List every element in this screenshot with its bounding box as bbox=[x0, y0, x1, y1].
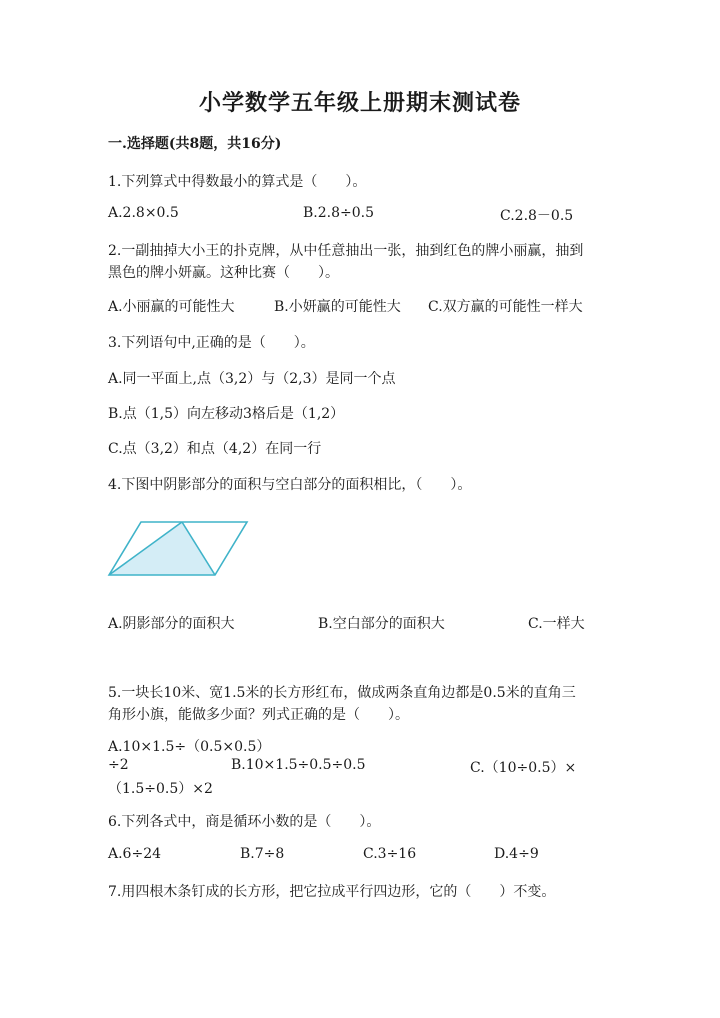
question-2-option-c: C.双方赢的可能性一样大 bbox=[428, 299, 583, 315]
question-5-option-b: B.10×1.5÷0.5÷0.5 bbox=[231, 757, 366, 773]
question-2-option-a: A.小丽赢的可能性大 bbox=[108, 299, 235, 315]
question-2-stem-line1: 2.一副抽掉大小王的扑克牌，从中任意抽出一张，抽到红色的牌小丽赢，抽到 bbox=[108, 243, 584, 259]
question-5-stem-line1: 5.一块长10米、宽1.5米的长方形红布，做成两条直角边都是0.5米的直角三 bbox=[108, 685, 576, 701]
question-2-stem-line2: 黑色的牌小妍赢。这种比赛（ ）。 bbox=[108, 265, 339, 281]
question-5-stem-line2: 角形小旗，能做多少面？列式正确的是（ ）。 bbox=[108, 707, 409, 723]
section-heading: 一.选择题(共8题，共16分) bbox=[108, 136, 282, 152]
question-1-option-b: B.2.8÷0.5 bbox=[303, 205, 374, 221]
question-2-option-b: B.小妍赢的可能性大 bbox=[274, 299, 401, 315]
question-3-option-a: A.同一平面上,点（3,2）与（2,3）是同一个点 bbox=[108, 371, 396, 387]
question-4-option-b: B.空白部分的面积大 bbox=[318, 616, 445, 632]
question-1-stem: 1.下列算式中得数最小的算式是（ ）。 bbox=[108, 174, 367, 190]
question-5-option-c-line1: C.（10÷0.5）× bbox=[470, 760, 577, 776]
question-5-option-a-line1: A.10×1.5÷（0.5×0.5） bbox=[108, 739, 271, 755]
question-3-stem: 3.下列语句中,正确的是（ ）。 bbox=[108, 335, 315, 351]
question-1-option-c: C.2.8－0.5 bbox=[500, 208, 574, 224]
parallelogram-figure bbox=[100, 512, 260, 582]
question-4-stem: 4.下图中阴影部分的面积与空白部分的面积相比，（ ）。 bbox=[108, 477, 472, 493]
question-1-option-a: A.2.8×0.5 bbox=[108, 205, 179, 221]
question-6-option-c: C.3÷16 bbox=[363, 846, 417, 862]
question-6-option-d: D.4÷9 bbox=[494, 846, 539, 862]
question-5-option-c-line2: （1.5÷0.5）×2 bbox=[108, 781, 213, 797]
question-6-option-a: A.6÷24 bbox=[108, 846, 162, 862]
question-7-stem: 7.用四根木条钉成的长方形，把它拉成平行四边形，它的（ ）不变。 bbox=[108, 884, 556, 900]
question-3-option-c: C.点（3,2）和点（4,2）在同一行 bbox=[108, 441, 322, 457]
question-6-stem: 6.下列各式中，商是循环小数的是（ ）。 bbox=[108, 814, 381, 830]
question-3-option-b: B.点（1,5）向左移动3格后是（1,2） bbox=[108, 406, 345, 422]
question-5-option-a-line2: ÷2 bbox=[108, 757, 129, 773]
question-6-option-b: B.7÷8 bbox=[240, 846, 285, 862]
question-4-option-c: C.一样大 bbox=[528, 616, 585, 632]
question-4-option-a: A.阴影部分的面积大 bbox=[108, 616, 235, 632]
page-title: 小学数学五年级上册期末测试卷 bbox=[198, 90, 521, 116]
